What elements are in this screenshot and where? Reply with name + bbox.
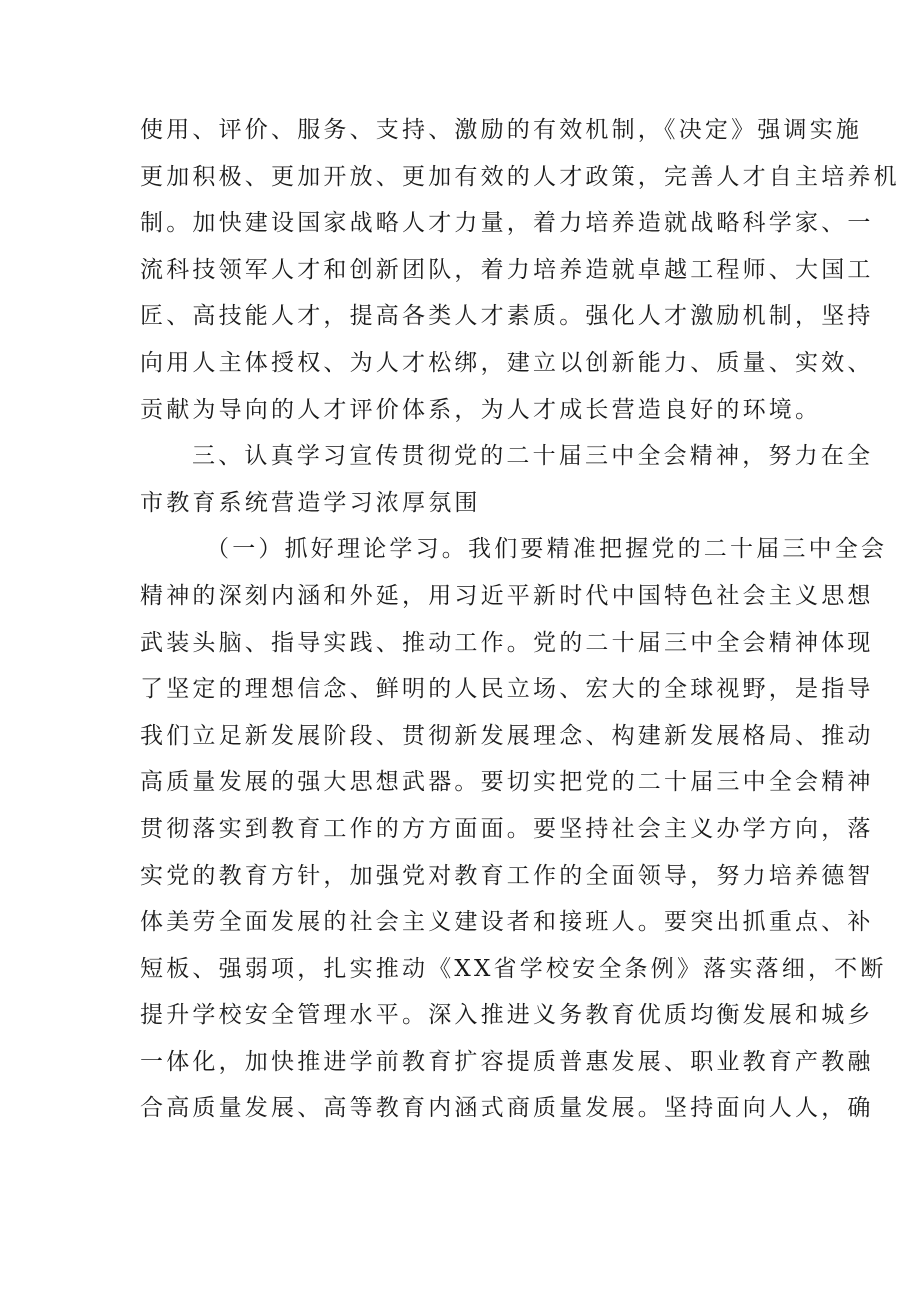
- text-line: 武装头脑、指导实践、推动工作。党的二十届三中全会精神体现: [140, 629, 874, 656]
- text-line: 提升学校安全管理水平。深入推进义务教育优质均衡发展和城乡: [140, 1002, 874, 1029]
- text-line: 向用人主体授权、为人才松绑，建立以创新能力、质量、实效、: [140, 349, 874, 376]
- text-line: 精神的深刻内涵和外延，用习近平新时代中国特色社会主义思想: [140, 582, 874, 609]
- text-line: 高质量发展的强大思想武器。要切实把党的二十届三中全会精神: [140, 769, 874, 796]
- subsection-heading-line: （一）抓好理论学习。我们要精准把握党的二十届三中全会: [206, 536, 888, 563]
- document-body: [140, 107, 900, 1132]
- text-line: 制。加快建设国家战略人才力量，着力培养造就战略科学家、一: [140, 210, 874, 237]
- text-line: 短板、强弱项，扎实推动《XX省学校安全条例》落实落细，不断: [140, 955, 887, 982]
- text-line: 流科技领军人才和创新团队，着力培养造就卓越工程师、大国工: [140, 256, 874, 283]
- section-heading-line: 市教育系统营造学习浓厚氛围: [140, 489, 481, 516]
- text-line: 使用、评价、服务、支持、激励的有效机制，《决定》强调实施: [140, 117, 863, 143]
- text-line: 合高质量发展、高等教育内涵式商质量发展。坚持面向人人，确: [140, 1095, 874, 1122]
- text-line: 实党的教育方针，加强党对教育工作的全面领导，努力培养德智: [140, 862, 874, 889]
- section-heading-line: 三、认真学习宣传贯彻党的二十届三中全会精神，努力在全: [192, 443, 874, 470]
- text-line: 更加积极、更加开放、更加有效的人才政策，完善人才自主培养机: [140, 163, 900, 190]
- text-line: 体美劳全面发展的社会主义建设者和接班人。要突出抓重点、补: [140, 909, 874, 936]
- text-line: 我们立足新发展阶段、贯彻新发展理念、构建新发展格局、推动: [140, 722, 874, 749]
- text-line: 贯彻落实到教育工作的方方面面。要坚持社会主义办学方向，落: [140, 815, 874, 842]
- text-line: 贡献为导向的人才评价体系，为人才成长营造良好的环境。: [140, 396, 822, 423]
- text-line: 一体化，加快推进学前教育扩容提质普惠发展、职业教育产教融: [140, 1048, 874, 1075]
- text-line: 匠、高技能人才，提高各类人才素质。强化人才激励机制，坚持: [140, 303, 874, 330]
- text-line: 了坚定的理想信念、鲜明的人民立场、宏大的全球视野，是指导: [140, 676, 874, 703]
